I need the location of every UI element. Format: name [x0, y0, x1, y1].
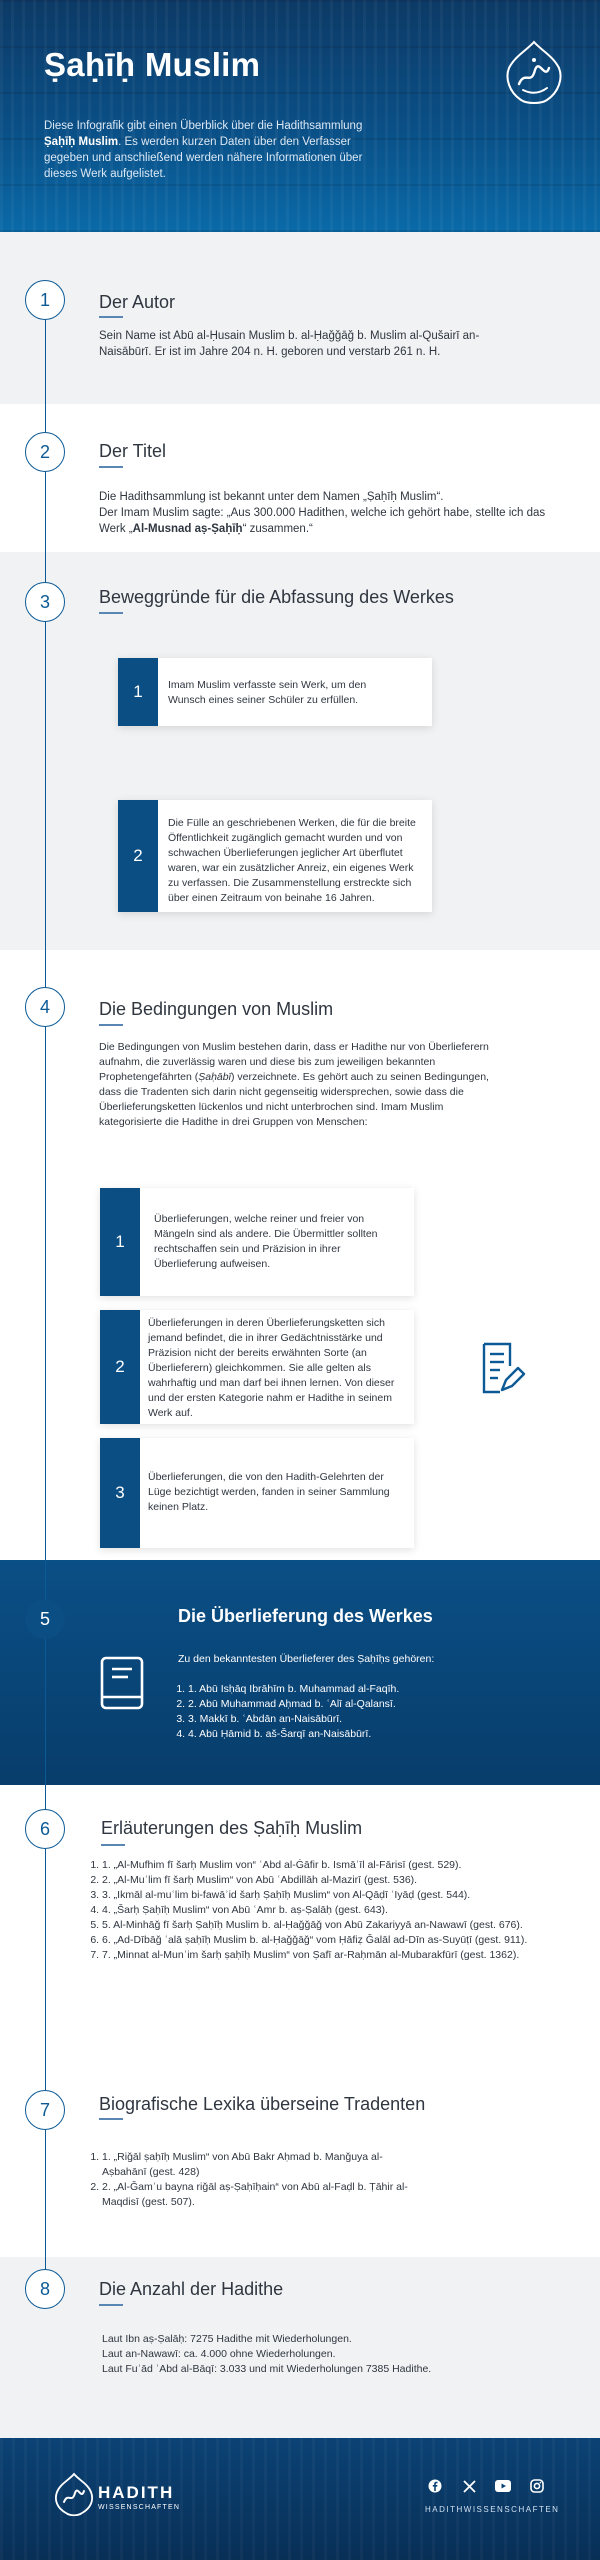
commentaries-list	[102, 1858, 552, 1963]
list-item: Laut Fuʾād ʿAbd al-Bāqī: 3.033 und mit Wiederholungen 7385 Hadithe.	[102, 2363, 432, 2375]
section-number: 7	[25, 2090, 65, 2130]
section-number: 3	[25, 582, 65, 622]
document-edit-icon	[478, 1340, 526, 1396]
section-heading: Die Überlieferung des Werkes	[178, 1606, 433, 1626]
section-number: 1	[25, 280, 65, 320]
youtube-icon[interactable]	[495, 2478, 511, 2494]
list-item: 7. 7. „Minnat al-Munʿim šarḥ ṣaḥīḥ Muslim“ von Ṣafī ar-Raḥmān al-Mubarakfūrī (gest. 1362).	[102, 1948, 552, 1963]
section-number: 2	[25, 432, 65, 472]
section-heading: Der Autor	[99, 292, 176, 312]
list-item: 4. 4. Abū Ḥāmid b. aš-Šarqī an-Naisābūrī.	[188, 1727, 508, 1742]
list-item: Laut an-Nawawī: ca. 4.000 ohne Wiederholungen.	[102, 2348, 336, 2360]
section-heading: Die Bedingungen von Muslim	[99, 999, 334, 1019]
list-item: Laut Ibn aṣ-Ṣalāḥ: 7275 Hadithe mit Wiederholungen.	[102, 2333, 352, 2345]
author-text: Sein Name ist Abū al-Ḥusain Muslim b. al-Ḥaǧǧāǧ b. Muslim al-Qušairī an-Naisābūrī. Er ist im Jahre 204 n. H. geboren und verstarb 261 n. H.	[99, 330, 480, 358]
section-heading: Der Titel	[99, 441, 167, 461]
section-number: 6	[25, 1809, 65, 1849]
section-author	[0, 232, 600, 404]
heading-underline	[99, 316, 123, 318]
section-number: 5	[25, 1599, 65, 1639]
list-item: 1. 1. „Al-Mufhim fī šarḥ Muslim von“ ʿAbd al-Ġāfir b. Ismāʿīl al-Fārisī (gest. 529).	[102, 1858, 552, 1873]
card-text: Überlieferungen, welche reiner und freier von Mängeln sind als andere. Die Übermittler sollten rechtschaffen sein und Präzision in ihrer Überlieferung aufweisen.	[154, 1213, 378, 1270]
footer	[0, 2438, 600, 2560]
count-list	[102, 2332, 522, 2377]
brand-subtitle: WISSENSCHAFTEN	[98, 2504, 181, 2511]
list-item: 4. 4. „Šarḥ Ṣaḥīḥ Muslim“ von Abū ʿAmr b. aṣ-Ṣalāḥ (gest. 643).	[102, 1903, 552, 1918]
list-item: 3. 3. „Ikmāl al-muʿlim bi-fawāʾid šarḥ Ṣaḥīḥ Muslim“ von Al-Qāḍī ʿIyāḍ (gest. 544).	[102, 1888, 552, 1903]
list-item: 6. 6. „Ad-Dībāǧ ʿalā ṣaḥīḥ Muslim b. al-Ḥaǧǧāǧ“ vom Ḥāfiẓ Ǧalāl ad-Dīn as-Suyūṭī (gest. 911).	[102, 1933, 552, 1948]
list-item: 1. 1. „Riǧāl ṣaḥīḥ Muslim“ von Abū Bakr Aḥmad b. Manǧuya al-Aṣbahānī (gest. 428)	[102, 2150, 422, 2180]
card-text: Überlieferungen in deren Überlieferungsketten sich jemand befindet, die in ihrer Gedächtnisstärke und Präzision nicht der bereits erwähnten Sorte (an Überlieferern) gleichkommen. Sie alle gelten als wahrhaftig und man darf bei ihnen lernen. Von dieser und der ersten Kategorie nahm er Hadithe in seinem Werk auf.	[148, 1317, 395, 1419]
condition-card	[100, 1438, 414, 1548]
card-number: 2	[118, 800, 158, 912]
section-number: 4	[25, 987, 65, 1027]
card-number: 2	[100, 1310, 140, 1424]
heading-underline	[99, 1024, 123, 1026]
heading-underline	[99, 466, 123, 468]
calligraphy-logo-icon	[505, 40, 563, 108]
conditions-text: Die Bedingungen von Muslim bestehen darin, dass er Hadithe nur von Überlieferern aufnahm, die zuverlässig waren und diese bis zum jeweiligen bekannten Prophetengefährten (Ṣaḥābī) verzeichnete. Es gehört auch zu seinen Bedingungen, dass die Tradenten sich darin nicht gegenseitig widersprechen, sowie dass die Überlieferungsketten lückenlos und nicht unterbrochen sind. Imam Muslim kategorisierte die Hadithe in drei Gruppen von Menschen:	[99, 1041, 489, 1128]
facebook-icon[interactable]	[427, 2478, 443, 2494]
list-item: 2. 2. „Al-Ǧamʿu bayna riǧāl aṣ-Ṣaḥīḥain“ von Abū al-Faḍl b. Ṭāhir al-Maqdisī (gest. 507).	[102, 2180, 422, 2210]
instagram-icon[interactable]	[529, 2478, 545, 2494]
list-item: 2. 2. „Al-Muʿlim fī šarḥ Muslim“ von Abū ʿAbdillāh al-Mazirī (gest. 536).	[102, 1873, 552, 1888]
heading-underline	[99, 2118, 123, 2120]
card-number: 1	[118, 658, 158, 726]
motive-card	[118, 800, 432, 912]
heading-underline	[99, 612, 123, 614]
book-icon	[98, 1655, 146, 1711]
social-handle[interactable]: HADITHWISSENSCHAFTEN	[425, 2505, 560, 2514]
section-heading: Erläuterungen des Ṣaḥīḥ Muslim	[101, 1818, 363, 1838]
section-transmission	[0, 1560, 600, 1785]
card-number: 3	[100, 1438, 140, 1548]
section-number: 8	[25, 2269, 65, 2309]
transmitters-intro: Zu den bekanntesten Überlieferer des Ṣaḥīḥs gehören:	[178, 1653, 435, 1665]
page-title: Ṣaḥīḥ Muslim	[44, 46, 261, 83]
heading-underline	[99, 2304, 123, 2306]
header-banner	[0, 0, 600, 232]
section-heading: Die Anzahl der Hadithe	[99, 2279, 284, 2299]
brand-name: HADITH	[98, 2483, 175, 2502]
card-text: Überlieferungen, die von den Hadith-Gelehrten der Lüge bezichtigt werden, fanden in seiner Sammlung keinen Platz.	[148, 1471, 390, 1513]
section-heading: Biografische Lexika überseine Tradenten	[99, 2094, 426, 2114]
heading-underline	[101, 1844, 125, 1846]
list-item: 2. 2. Abū Muhammad Aḥmad b. ʿAlī al-Qalansī.	[188, 1697, 508, 1712]
card-text: Imam Muslim verfasste sein Werk, um den Wunsch eines seiner Schüler zu erfüllen.	[168, 679, 367, 706]
x-icon[interactable]	[461, 2478, 477, 2494]
section-heading: Beweggründe für die Abfassung des Werkes	[99, 587, 454, 607]
condition-card	[100, 1188, 414, 1296]
card-number: 1	[100, 1188, 140, 1296]
intro-text: Diese Infografik gibt einen Überblick über die Hadithsammlung Ṣaḥīḥ Muslim. Es werden kurzen Daten über den Verfasser gegeben und anschließend werden nähere Informationen über dieses Werk aufgelistet.	[44, 120, 363, 180]
hadith-logo-icon	[54, 2472, 94, 2518]
list-item: 5. 5. Al-Minhāǧ fī šarḥ Ṣaḥīḥ Muslim b. al-Ḥaǧǧāǧ von Abū Zakariyyā an-Nawawī (gest. 676).	[102, 1918, 552, 1933]
list-item: 3. 3. Makkī b. ʿAbdān an-Naisābūrī.	[188, 1712, 508, 1727]
list-item: 1. 1. Abū Isḥāq Ibrāhīm b. Muhammad al-Faqīh.	[188, 1682, 508, 1697]
title-text: Die Hadithsammlung ist bekannt unter dem Namen „Ṣaḥīḥ Muslim“. Der Imam Muslim sagte: „Aus 300.000 Hadithen, welche ich gehört habe, stellte ich das Werk „Al-Musnad aṣ-Ṣaḥīḥ“ zusammen.“	[99, 491, 546, 535]
lexica-list	[102, 2150, 422, 2210]
card-text: Die Fülle an geschriebenen Werken, die für die breite Öffentlichkeit zugänglich gemacht wurden und von schwachen Überlieferungen jeglicher Art überflutet waren, war ein zusätzlicher Anreiz, ein eigenes Werk zu verfassen. Die Zusammenstellung erstreckte sich über einen Zeitraum von beinahe 16 Jahren.	[168, 817, 416, 904]
condition-card	[100, 1310, 414, 1424]
motive-card	[118, 658, 432, 726]
transmitters-list	[188, 1682, 508, 1742]
